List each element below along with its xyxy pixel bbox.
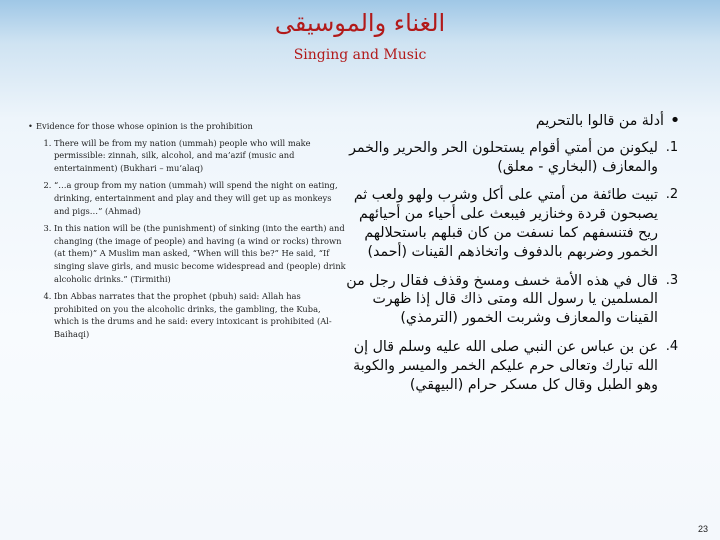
arabic-item-text: تبيت طائفة من أمتي على أكل وشرب ولهو ولعب ثم يصبحون قردة وخنازير فيبعث على أحياء من أحيائهم ريح فتنسفهم كما نسفت من كان قبلهم باستحلالهم الخمور وضربهم بالدفوف واتخاذهم القينات (أحمد) [353,187,658,260]
page-number: 23 [697,524,708,534]
arabic-item-text: ليكونن من أمتي أقوام يستحلون الحر والحرير والخمر والمعازف (البخاري - معلق) [349,139,658,175]
english-item-3: 3. In this nation will be (the punishment) of sinking (into the earth) and changing (the image of people) and having (a wind or rocks) thrown (at them)” A Muslim man asked, “When will this be?” He said, “If singing slave girls, and music become widespread and (people) drink alcoholic drinks.” (Tirmithi) [54,222,346,285]
english-item-2: 2. “…a group from my nation (ummah) will spend the night on eating, drinking, entertainment and play and they will get up as monkeys and pigs…” (Ahmad) [54,179,346,217]
bullet-icon: • [28,121,33,131]
arabic-item-3 [346,272,686,328]
arabic-item-number: 2. [665,187,679,203]
english-list [28,137,346,341]
arabic-heading: أدلة من قالوا بالتحريم [535,113,664,129]
arabic-item-text: عن بن عباس عن النبي صلى الله عليه وسلم قال إن الله تبارك وتعالى حرم عليكم الخمر والميسر والكوبة وهو الطبل وقال كل مسكر حرام (البيهقي) [353,338,658,393]
english-heading: Evidence for those whose opinion is the prohibition [36,121,253,131]
page-title-english: Singing and Music [293,47,427,63]
arabic-item-number: 1. [665,139,679,155]
arabic-item-4 [346,338,686,394]
arabic-item-number: 3. [665,272,679,288]
arabic-item-1 [346,139,686,177]
bullet-icon: • [669,110,681,131]
arabic-column [346,112,686,404]
arabic-item-2 [346,186,686,261]
english-heading-row [28,120,346,133]
english-item-4: 4. Ibn Abbas narrates that the prophet (pbuh) said: Allah has prohibited on you the alcoholic drinks, the gambling, the Kuba, which is the drums and he said: every intoxicant is prohibited (Al-Baihaqi) [54,290,346,340]
page-title-arabic: الغناء والموسيقى [274,9,446,37]
arabic-heading-row [346,112,686,131]
english-column [28,120,346,346]
english-item-1: 1. There will be from my nation (ummah) people who will make permissible: zinnah, silk, alcohol, and ma’azif (music and entertainment) (Bukhari – mu’alaq) [54,137,346,175]
arabic-item-text: قال في هذه الأمة خسف ومسخ وقذف فقال رجل من المسلمين يا رسول الله ومتى ذاك قال إذا ظهرت القينات والمعازف وشربت الخمور (الترمذي) [346,272,658,327]
arabic-item-number: 4. [665,338,679,354]
